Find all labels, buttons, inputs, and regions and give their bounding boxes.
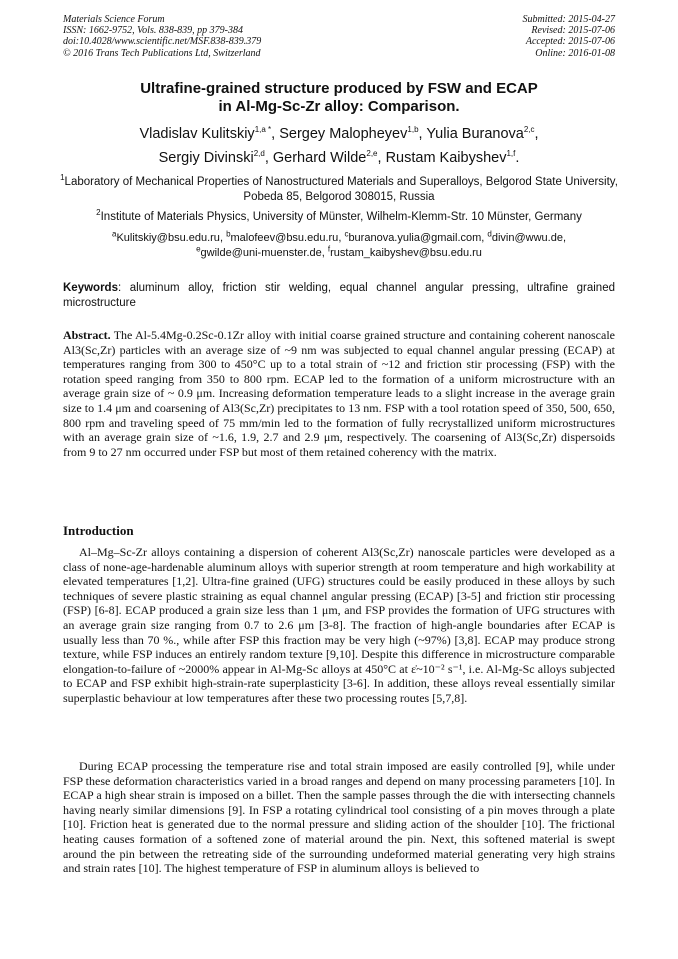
issn-line: ISSN: 1662-9752, Vols. 838-839, pp 379-384 [63,25,243,37]
author-superscript: 1,a * [254,125,272,135]
email-superscript: f [327,244,331,254]
email-line-1: $^a$Kulitskiy@bsu.edu.ru, $^b$malofeev@bsu.edu.ru, $^c$buranova.yulia@gmail.com, $^d$divin@wwu.de, [111,229,567,244]
journal-info [63,14,261,59]
email-link[interactable]: gwilde@uni-muenster.de [200,247,322,259]
online-date: Online: 2016-01-08 [535,47,615,59]
author-superscript: 1,b [407,125,419,135]
keywords-paragraph [63,281,615,311]
email-superscript: c [344,229,349,239]
affiliation-superscript: 1 [60,173,65,183]
author-superscript: 2,d [253,149,265,159]
publication-dates [523,14,616,59]
abstract-paragraph [63,328,615,459]
email-line-2: $^e$gwilde@uni-muenster.de, $^f$rustam_kaibyshev@bsu.edu.ru [196,244,482,259]
author-name: Vladislav Kulitskiy [139,126,255,142]
author-superscript: 2,e [366,149,378,159]
author-name: Sergiy Divinski [158,150,254,166]
intro-paragraph-1: Al–Mg–Sc-Zr alloys containing a dispersion of coherent Al3(Sc,Zr) nanoscale particles were developed as a class of none-age-hardenable aluminum alloys with superior strength at room temperature and high workability at elevated temperatures [1,2]. Ultra-fine grained (UFG) structures could be easily produced in these alloys by such techniques of severe plastic straining as equal channel angular pressing (ECAP) [3-5] and friction stir processing (FSP) [6-8]. ECAP produced a grain size less than 1 μm, and FSP provides the formation of UFG structures with an average grain size ranging from 0.7 to 2.6 μm [3-8]. The fraction of high-angle boundaries after ECAP is usually less than 70 %., while after FSP this fraction may be very high (~97%) [3,8]. ECAP may produce strong texture, while FSP induces an entirely random texture [9,10]. Despite this difference in microstructure comparable elongation-to-failure of ~2000% appear in Al-Mg-Sc alloys at 450°C at ε̇~10⁻² s⁻¹, i.e. Al-Mg-Sc alloys subjected to ECAP and FSP exhibit high-strain-rate superplasticity [3-6]. In addition, these alloys reveal essentially similar superplastic behaviour at low temperatures after these two processing routes [5,7,8]. [63,545,615,705]
author-line-1: Vladislav Kulitskiy$^{1,a *}$, Sergey Malopheyev$^{1,b}$, Yulia Buranova$^{2,c}$, [139,125,539,142]
title-line-1: Ultrafine-grained structure produced by FSW and ECAP [140,80,538,97]
author-list [40,122,638,170]
author-superscript: 2,c [523,125,535,135]
affiliation-text: Institute of Materials Physics, University of Münster, Wilhelm-Klemm-Str. 10 Münster, Germany [100,211,582,223]
affiliation-superscript: 2 [96,208,101,218]
author-name: Gerhard Wilde [272,150,367,166]
email-list [60,231,618,261]
email-superscript: e [196,244,201,254]
author-name: Rustam Kaibyshev [385,150,507,166]
email-superscript: b [226,229,231,239]
author-name: Yulia Buranova [426,126,524,142]
title-line-2: in Al-Mg-Sc-Zr alloy: Comparison. [218,98,460,115]
email-link[interactable]: malofeev@bsu.edu.ru [230,232,339,244]
intro-paragraph-2: During ECAP processing the temperature rise and total strain imposed are easily controlled [9], while under FSP these deformation characteristics varied in a broad ranges and depend on many processing parameters [10]. In ECAP a high shear strain is imposed on a billet. Then the sample passes through the die with intersecting channels having nearly similar dimensions [9]. In FSP a rotating cylindrical tool consisting of a pin moves through a plate [10]. Friction heat is generated due to the normal pressure and sliding action of the shoulder [10]. The frictional heating causes formation of a softened zone of material around the pin. Next, this softened material is swept around the pin between the retreating side of the surrounding undeformed material generating very high strains and strain rates [10]. The highest temperature of FSP in aluminum alloys is believed to [63,759,615,876]
email-superscript: d [487,229,492,239]
author-superscript: 1,f [506,149,516,159]
affiliation-1 [60,175,618,205]
accepted-date: Accepted: 2015-07-06 [525,36,615,48]
revised-date: Revised: 2015-07-06 [531,25,615,37]
copyright-line: © 2016 Trans Tech Publications Ltd, Switzerland [63,47,261,59]
email-superscript: a [111,229,117,239]
author-line-2: Sergiy Divinski$^{2,d}$, Gerhard Wilde$^{2,e}$, Rustam Kaibyshev$^{1,f}$. [158,149,520,166]
abstract-text: The Al-5.4Mg-0.2Sc-0.1Zr alloy with initial coarse grained structure and containing coherent nanoscale Al3(Sc,Zr) particles with an average size of ~9 nm was subjected to equal channel angular pressing (ECAP) at temperatures ranging from 300 to 450°C up to a total strain of ~12 and friction stir processing (FSP) with the rotation speed ranging from 350 to 800 rpm. ECAP led to the formation of a uniform microstructure with an average grain size of ~ 0.9 μm. Increasing deformation temperature leads to a slight increase in the average grain size to 1.4 μm and coarsening of Al3(Sc,Zr) precipitates to 13 nm. FSP with a tool rotation speed of 350, 500, 650, 800 rpm and traveling speed of 75 mm/min led to the formation of fully recrystallized uniform microstructures with an average grain size of ~1.6, 1.9, 2.7 and 2.9 μm, respectively. The coarsening of Al3(Sc,Zr) dispersoids from 9 to 27 nm occurred under FSP but most of them retained coherency with the matrix. [63,328,615,459]
email-link[interactable]: Kulitskiy@bsu.edu.ru [116,232,220,244]
journal-name: Materials Science Forum [63,14,165,25]
affiliation-2 [60,210,618,225]
introduction-heading: Introduction [63,523,134,538]
email-link[interactable]: rustam_kaibyshev@bsu.edu.ru [330,247,482,259]
keywords-text: : aluminum alloy, friction stir welding, equal channel angular pressing, ultrafine grained microstructure [63,282,615,309]
abstract-label: Abstract. [63,328,111,342]
email-link[interactable]: divin@wwu.de [491,232,563,244]
author-name: Sergey Malopheyev [279,126,408,142]
keywords-label: Keywords [63,282,118,294]
affiliation-text: Laboratory of Mechanical Properties of Nanostructured Materials and Superalloys, Belgorod State University, Pobeda 85, Belgorod 308015, Russia [64,176,618,203]
paper-title [40,80,638,116]
doi-line[interactable]: doi:10.4028/www.scientific.net/MSF.838-839.379 [63,36,262,48]
email-link[interactable]: buranova.yulia@gmail.com [348,232,482,244]
submitted-date: Submitted: 2015-04-27 [522,14,615,25]
